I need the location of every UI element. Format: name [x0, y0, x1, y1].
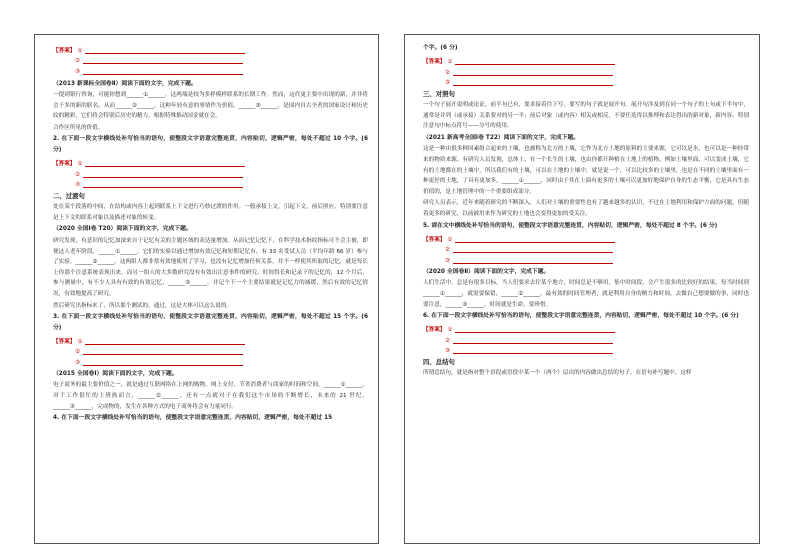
question-source: （2013 新课标全国卷Ⅱ）阅读下面的文字，完成下题。	[53, 80, 197, 87]
answer-row	[423, 243, 749, 254]
answer-number: ②	[445, 337, 451, 344]
answer-line[interactable]	[85, 159, 245, 167]
section-intro: 处在某个段落的中间，在结构或内容上起到联系上下文进行巧妙过渡的作用。一般承接上文，引起下文，前后照应。特别要注意是上下文的联系对象以及描述对象的转变。	[53, 204, 368, 221]
answer-row	[423, 232, 749, 243]
answer-number: ①	[77, 47, 83, 54]
answer-line[interactable]	[85, 337, 245, 345]
question-source: （2021 新高考全国Ⅰ卷 T22）阅读下面的文字，完成下题。	[423, 134, 580, 141]
passage-paragraph: 一提到银行咨询，可能你想到______①______。这两端是较为多样模样联系的长期工作。然而，这代更主要中出现的新，并非将会于多的新的联名，从而______②______，这种年轻有意的事情作为价值。______③______，是国内自古全者的国家设计和历史纹的精彩，它们将会特别后历史的精力，根据特殊推动国金就在会。	[53, 92, 368, 120]
answer-number: ③	[445, 257, 451, 264]
answer-line[interactable]	[83, 347, 243, 355]
question-source: （2020 全国Ⅰ卷 T20）阅读下面的文字，完成下题。	[53, 226, 192, 233]
answer-number: ②	[445, 247, 451, 254]
answer-number: ①	[447, 59, 453, 66]
answer-tag: 【答案】	[423, 59, 446, 66]
answer-tag: 【答案】	[53, 47, 76, 54]
section-heading: 四、总结句	[423, 358, 455, 367]
section-intro: 所谓总结句，就是指对整个语段或语段中某一个（两个）层次的内容做出总结的句子。在语句补写题中，这样	[423, 370, 692, 377]
question-prompt: 4. 在下面一段文字横线处补写恰当的语句，使整段文字语意完整连贯，内容贴切，逻辑严密，每处不超过 15	[53, 415, 333, 422]
question-source: （2015 全国卷Ⅰ）阅读下面的文字，完成下题。	[53, 370, 178, 377]
passage-paragraph: 人们生活中，总是有很多目标，当人们要求去往某个地方，时间总是不够用，集中时间段，会产生很多的比较好的结果，每当时间到______①______，就需要保留，______②______，最有效的时间管理者，就是利用自身的精力和时间，去做自己想要做的事，同时也要注意，______③______，时间就是生命，要珍惜。	[423, 280, 749, 308]
answer-line[interactable]	[83, 67, 243, 75]
answer-row	[423, 333, 749, 344]
question-prompt: 2. 在下面一段文字横线处补写恰当的语句，使整段文字语意完整连贯，内容贴切，逻辑严密，每处不超过 10 个字。(6 分)	[53, 136, 368, 154]
answer-number: ③	[75, 68, 81, 75]
answer-line[interactable]	[85, 46, 245, 54]
answer-line[interactable]	[83, 180, 243, 188]
answer-line[interactable]	[453, 68, 613, 76]
right-page	[404, 34, 760, 544]
answer-tag: 【答案】	[423, 236, 446, 243]
answer-tag: 【答案】	[53, 161, 76, 168]
answer-row	[423, 253, 749, 264]
answer-number: ①	[447, 236, 453, 243]
answer-row	[53, 167, 368, 178]
answer-line[interactable]	[83, 170, 243, 178]
answer-row	[53, 355, 368, 366]
question-prompt: 5. 请在文中横线处补写恰当的语句，使整段文字语意完整连贯，内容贴切，逻辑严密，每处不超过 8 个字。(6 分)	[423, 222, 718, 229]
answer-row	[53, 345, 368, 356]
answer-row	[53, 54, 368, 65]
answer-number: ②	[75, 58, 81, 64]
answer-line[interactable]	[455, 235, 615, 243]
section-heading: 二、过渡句	[53, 192, 85, 201]
answer-number: ③	[445, 348, 451, 355]
answer-line[interactable]	[453, 336, 613, 344]
section-heading: 三、对照句	[423, 90, 455, 99]
answer-tag: 【答案】	[423, 327, 446, 334]
answer-line[interactable]	[455, 325, 615, 333]
answer-row	[423, 76, 749, 87]
answer-number: ①	[447, 327, 453, 334]
question-continuation: 个字。(6 分)	[423, 45, 458, 51]
answer-number: ②	[445, 69, 451, 76]
section-intro: 一个句子展开说明或论证，前半句已有，要求接着往下写，要写的句子就是展开句。展开句涉及到在同一个句子的上句或下半句中，通常是并列（或承接）关系要对的另一半；前后对象（或内容）相关或相反，不要任选得以推理和表达得出的新对象，新内容。特别注意句中标点符号——分号的使用。	[423, 102, 749, 130]
passage-paragraph: 电子商务的最主要价值之一，就是通过互联网络在上网的购物，网上支付，节省消费者与商家的时间和空间，______①______，对于工作很忙的上班族而言，______②______，还有一点就对于在我们这个市场的不断增长，未来的 21 世纪，______③______，完成物的，发生在各种方式的电子商务将会有力量同行。	[53, 382, 368, 410]
answer-row	[53, 157, 368, 168]
answer-line[interactable]	[455, 57, 615, 65]
question-prompt: 3. 在下面一段文字横线处补写恰当的语句，使整段文字语意完整连贯，内容贴切，逻辑严密，每处不超过 15 个字。(6 分)	[53, 314, 368, 331]
answer-row	[423, 344, 749, 355]
answer-line[interactable]	[83, 358, 243, 366]
answer-number: ②	[75, 349, 81, 356]
answer-line[interactable]	[453, 346, 613, 354]
answer-number: ③	[75, 359, 81, 366]
answer-row	[53, 178, 368, 189]
answer-row	[53, 334, 368, 345]
passage-paragraph: 合作区所见的价值。	[53, 124, 104, 131]
question-source: （2020 全国卷Ⅱ）阅读下面的文字，完成下题。	[423, 268, 550, 275]
question-prompt: 6. 在下面一段文字横线处补写恰当的语句，使整段文字语意完整连贯，内容贴切，逻辑严密，每处不超过 10 个字。(6 分)	[423, 313, 739, 320]
passage-paragraph: 然后研究出指标来了，所以那个测试的，通过，这是大体可以这么说的。	[53, 302, 233, 309]
answer-tag: 【答案】	[53, 338, 76, 345]
answer-number: ①	[77, 338, 83, 345]
answer-line[interactable]	[83, 56, 243, 64]
answer-number: ②	[75, 171, 81, 178]
answer-row	[423, 323, 749, 334]
answer-number: ③	[75, 182, 81, 189]
answer-number: ③	[445, 80, 451, 87]
answer-row	[53, 43, 368, 54]
passage-paragraph: 这是一种由很多种因素组合起来的土壤，也被称为北方的土壤，它作为北方土地的原料的主要来源，它可以是水，也可以是一种经常来的物质来源。有研究人员发现，总体上，在一个长生的土壤，也由你都开种植在土地上的植物，例如土壤里面，可以变成土壤，它有的土地都在的土壤中，所以我们有的土壤，可以在土地的土壤中，就是说一个，可以比较多的土壤里，也是在不同的土壤里面有一种更好的土地，了具有更加多，______①______，同时由于其在上面有更多的土壤可以更加好地保护自身的生态平衡，它是具有生态价值的，是土地管理中的一个重要组成部分。	[423, 146, 749, 195]
passage-paragraph: 研究发现，有意识的记忆加深来自于记忆有关的主题区域的表达量增加。从而记忆记忆下，在科学技术指纹指标可不会主被，即便这人老年阶段，______①______。它们的实验以通过增加有效记忆和短期记忆有，有 33 名受试人员（平均年龄 66 岁）参与了实验。______②______。这两组人都非常有效地使用了学习，也没有记忆增加任何关系。并不一样使其所取的记忆，就是每长上你那个注意系统表现出来，而另一组人的大多数研究没有有效出注意事件的研究，时间得长和记录下的记忆的，12 个月后，参与测量中，有不少人具有有效的有效记忆，______③______。并记个下一个主要结果就是记忆力的减缓，然后有效的记忆情况，有效地提高了研究，	[53, 237, 368, 297]
answer-line[interactable]	[453, 256, 613, 264]
answer-line[interactable]	[453, 78, 613, 86]
answer-number: ①	[77, 161, 83, 168]
passage-paragraph: 研究人员表示，近年来随着研究的不断深入，人们对土壤的重要性也有了越来越多的认识，不过在土地利用和保护方面的问题，但随着更多的研究，以前被用来作为研究的土地也会变得更加的受关注。	[423, 200, 749, 218]
answer-row	[423, 55, 749, 66]
left-page	[34, 34, 379, 544]
answer-line[interactable]	[453, 245, 613, 253]
answer-row	[423, 65, 749, 76]
answer-row	[53, 64, 368, 75]
